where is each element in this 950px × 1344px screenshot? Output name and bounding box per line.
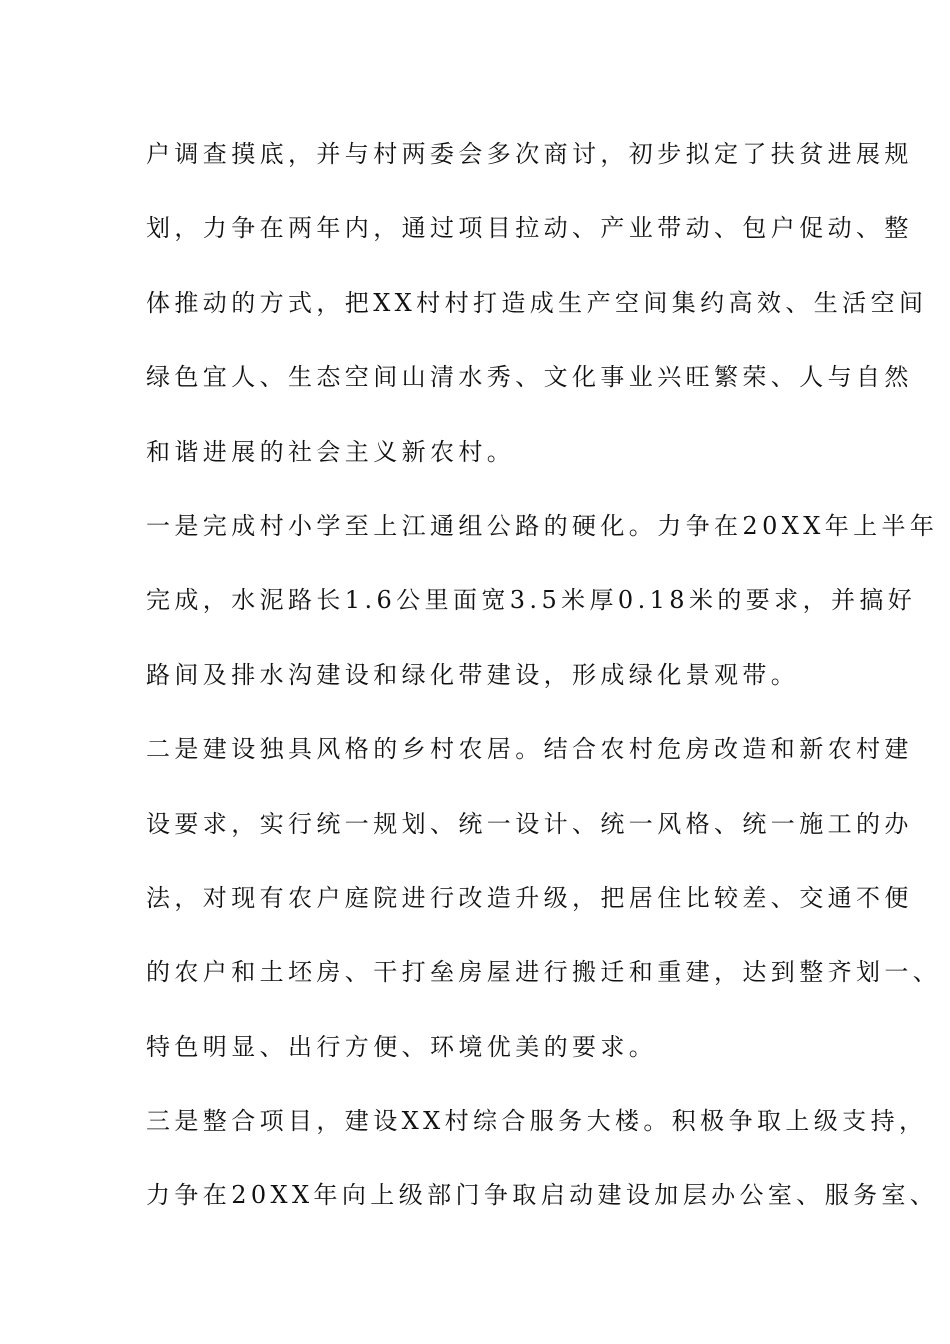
text-line: 的农户和土坯房、干打垒房屋进行搬迁和重建，达到整齐划一、	[146, 958, 942, 987]
text-line: 绿色宜人、生态空间山清水秀、文化事业兴旺繁荣、人与自然	[146, 363, 913, 392]
text-line: 和谐进展的社会主义新农村。	[146, 437, 516, 466]
text-line: 完成，水泥路长1.6公里面宽3.5米厚0.18米的要求，并搞好	[146, 586, 917, 615]
text-line: 划，力争在两年内，通过项目拉动、产业带动、包户促动、整	[146, 214, 913, 243]
text-line: 一是完成村小学至上江通组公路的硬化。力争在20XX年上半年	[146, 511, 939, 540]
text-line: 户调查摸底，并与村两委会多次商讨，初步拟定了扶贫进展规	[146, 140, 913, 168]
text-line: 力争在20XX年向上级部门争取启动建设加层办公室、服务室、	[146, 1181, 939, 1210]
text-line: 二是建设独具风格的乡村农居。结合农村危房改造和新农村建	[146, 735, 913, 764]
text-line: 设要求，实行统一规划、统一设计、统一风格、统一施工的办	[146, 809, 913, 838]
text-line: 三是整合项目，建设XX村综合服务大楼。积极争取上级支持，	[146, 1107, 928, 1136]
text-line: 法，对现有农户庭院进行改造升级，把居住比较差、交通不便	[146, 883, 913, 912]
text-line: 路间及排水沟建设和绿化带建设，形成绿化景观带。	[146, 660, 800, 689]
text-line: 特色明显、出行方便、环境优美的要求。	[146, 1032, 658, 1061]
text-line: 体推动的方式，把XX村村打造成生产空间集约高效、生活空间	[146, 288, 928, 317]
body-text	[146, 134, 942, 1250]
